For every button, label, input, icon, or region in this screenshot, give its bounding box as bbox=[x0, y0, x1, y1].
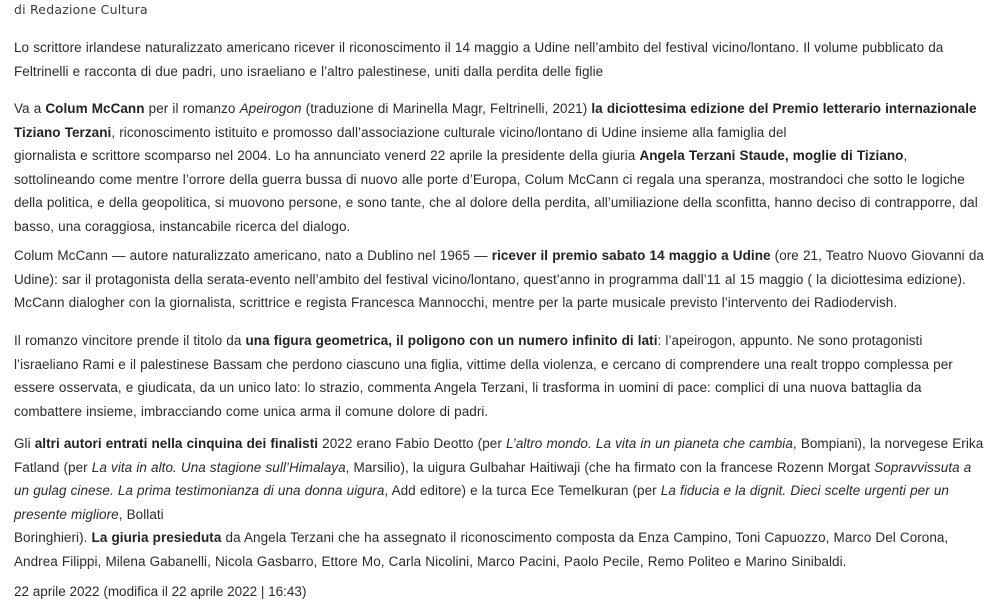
text-run: , Bompiani), la norvegese Erika Fatland (per bbox=[14, 436, 984, 475]
text-run: , sottolineando come mentre l’orrore della guerra bussa di nuovo alle porte d’Europa, Colum McCann ci regala una speranza, mostrandoci che sotto le logiche della politica, e della geopolitica, si muovono persone, e sono tante, che al dolore della perdita, all’umiliazione della sconfitta, hanno deciso di contrapporre, dal basso, una coraggiosa, instancabile ricerca del dialogo. bbox=[14, 148, 978, 234]
article-paragraph-4 bbox=[14, 432, 989, 573]
text-run: giornalista e scrittore scomparso nel 2004. Lo ha annunciato venerd 22 aprile la presidente della giuria bbox=[14, 148, 640, 163]
bold-text: la diciottesima edizione del Premio letterario internazionale Tiziano Terzani bbox=[14, 101, 977, 140]
article-paragraph-1 bbox=[14, 97, 989, 238]
italic-title: La vita in alto. Una stagione sull’Himalaya bbox=[91, 459, 346, 475]
text-run: , riconoscimento istituito e promosso dall’associazione culturale vicino/lontano di Udine insieme alla famiglia del bbox=[111, 124, 787, 140]
text-run: Gli bbox=[14, 436, 35, 451]
article-paragraph-3 bbox=[14, 329, 989, 423]
bold-text: ricever il premio sabato 14 maggio a Udine bbox=[491, 248, 771, 263]
bold-text: Colum McCann bbox=[45, 101, 145, 116]
bold-text: una figura geometrica, il poligono con un numero infinito di lati bbox=[245, 333, 658, 348]
bold-text: Angela Terzani Staude, moglie di Tiziano bbox=[639, 148, 904, 163]
text-run: Boringhieri). bbox=[14, 530, 92, 545]
bold-text: altri autori entrati nella cinquina dei finalisti bbox=[34, 436, 319, 451]
text-run: Lo scrittore irlandese naturalizzato americano ricever il riconoscimento il 14 maggio a Udine nell’ambito del festival vicino/lontano. Il volume pubblicato da Feltrinelli e racconta di due padri, uno israeliano e l’altro palestinese, uniti dalla perdita delle figlie bbox=[14, 40, 944, 79]
publish-dateline: 22 aprile 2022 (modifica il 22 aprile 2022 | 16:43) bbox=[14, 584, 307, 599]
text-run: da Angela Terzani che ha assegnato il riconoscimento composta da Enza Campino, Toni Capuozzo, Marco Del Corona, Andrea Filippi, Milena Gabanelli, Nicola Gasbarro, Ettore Mo, Carla Nicolini, Marco Pacini, Paolo Pecile, Remo Politeo e Marino Sinibaldi. bbox=[14, 530, 949, 569]
text-run: per il romanzo bbox=[144, 101, 240, 116]
text-run: , Marsilio), la uigura Gulbahar Haitiwaji (che ha firmato con la francese Rozenn Morgat bbox=[345, 459, 875, 475]
article-paragraph-2 bbox=[14, 244, 989, 315]
italic-title: L’altro mondo. La vita in un pianeta che cambia bbox=[505, 436, 793, 451]
byline: di Redazione Cultura bbox=[14, 2, 148, 17]
text-run: , Bollati bbox=[118, 506, 164, 522]
text-run: , Add editore) e la turca Ece Temelkuran (per bbox=[384, 483, 661, 498]
text-run: (traduzione di Marinella Magr, Feltrinelli, 2021) bbox=[301, 101, 592, 116]
text-run: Colum McCann — autore naturalizzato americano, nato a Dublino nel 1965 — bbox=[14, 248, 492, 263]
text-run: Il romanzo vincitore prende il titolo da bbox=[14, 333, 246, 348]
bold-text: La giuria presieduta bbox=[91, 530, 222, 545]
text-run: Va a bbox=[14, 101, 46, 116]
italic-title: Apeirogon bbox=[239, 101, 302, 116]
italic-title: La fiducia e la dignit. Dieci scelte urgenti per un presente migliore bbox=[14, 483, 949, 522]
text-run: (ore 21, Teatro Nuovo Giovanni da Udine): sar il protagonista della serata-evento nell’ambito del festival vicino/lontano, quest’anno in programma dall’11 al 15 maggio ( la diciottesima edizione). McCann dialogher con la giornalista, scrittrice e regista Francesca Mannocchi, mentre per la parte musicale previsto l’intervento dei Radiodervish. bbox=[14, 248, 984, 310]
italic-title: Sopravvissuta a un gulag cinese. La prima testimonianza di una donna uigura bbox=[14, 459, 972, 498]
article-lead-paragraph bbox=[14, 36, 989, 83]
text-run: 2022 erano Fabio Deotto (per bbox=[318, 436, 506, 451]
text-run: : l’apeirogon, appunto. Ne sono protagonisti l’israeliano Rami e il palestinese Bassam che perdono ciascuno una figlia, vittime della violenza, e cercano di comprendere una realt troppo complessa per essere osservata, e giudicata, da un unico lato: lo strazio, commenta Angela Terzani, li trasforma in uomini di pace: complici di una nuova battaglia da combattere insieme, imbracciando come unica arma il comune dolore di padri. bbox=[14, 333, 953, 419]
